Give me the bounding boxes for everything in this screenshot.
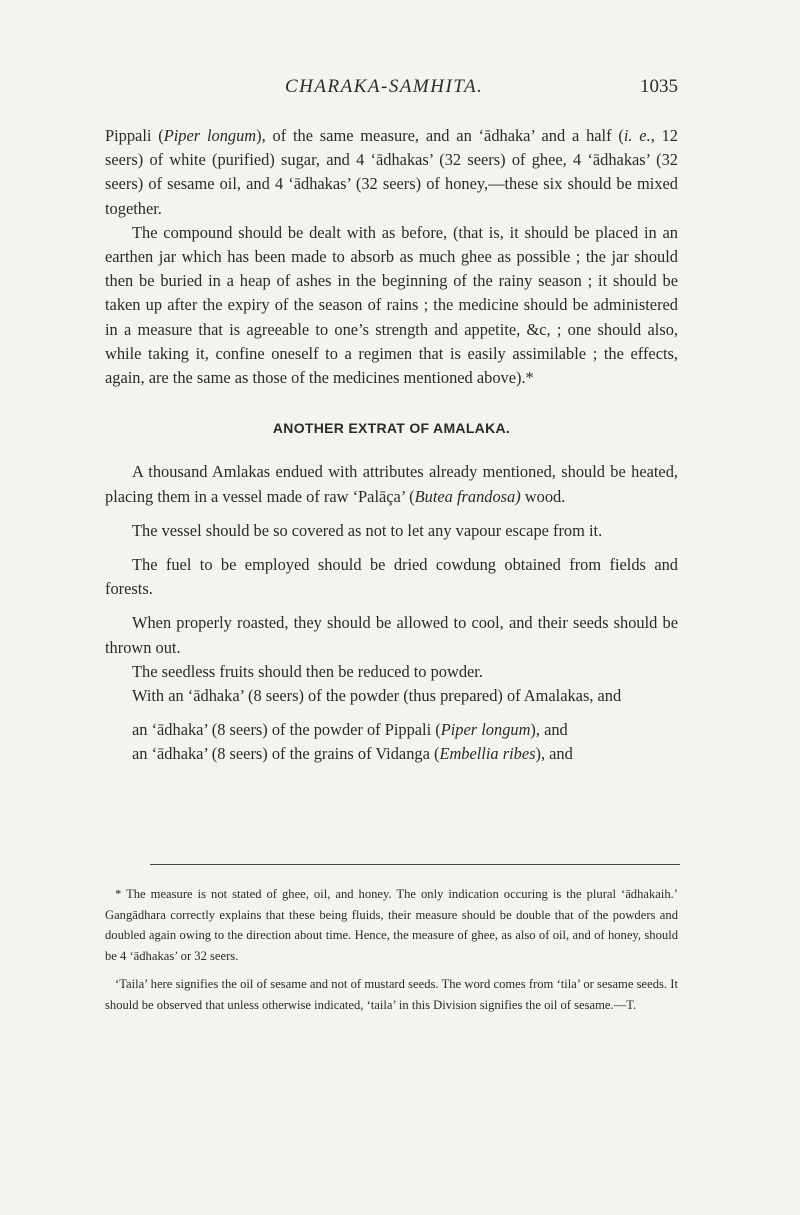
paragraph: The seedless fruits should then be reduced to powder. (132, 661, 483, 681)
paragraph: Pippali (Piper longum), of the same measure, and an ‘ādhaka’ and a half (i. e., 12 seers) of white (purified) sugar, and 4 ‘ādhakas’ (32 seers) of ghee, 4 ‘ādhakas’ (32 seers) of sesame oil, and 4 ‘ādhakas’ (32 seers) of honey,—these six should be mixed together. (105, 126, 678, 218)
paragraph: The vessel should be so covered as not to let any vapour escape from it. (132, 520, 603, 540)
running-title: CHARAKA-SAMHITA. (285, 76, 484, 97)
paragraph: an ‘ādhaka’ (8 seers) of the powder of Pippali (Piper longum), and (132, 720, 568, 740)
paragraph: A thousand Amlakas endued with attributes already mentioned, should be heated, placing them in a vessel made of raw ‘Palāça’ (Butea frandosa) wood. (105, 462, 678, 506)
paragraph: an ‘ādhaka’ (8 seers) of the grains of Vidanga (Embellia ribes), and (132, 744, 573, 764)
footnote-divider (150, 864, 680, 865)
footnotes (105, 884, 678, 1015)
page-number: 1035 (640, 76, 678, 97)
main-text (105, 124, 678, 767)
section-heading: ANOTHER EXTRAT OF AMALAKA. (272, 420, 511, 437)
paragraph: The fuel to be employed should be dried cowdung obtained from fields and forests. (105, 555, 678, 599)
paragraph: With an ‘ādhaka’ (8 seers) of the powder (thus prepared) of Amalakas, and (132, 686, 622, 706)
paragraph: The compound should be dealt with as before, (that is, it should be placed in an earthen jar which has been made to absorb as much ghee as possible ; the jar should then be buried in a heap of ashes in the beginning of the rainy season ; it should be taken up after the expiry of the season of rains ; the medicine should be administered in a measure that is agreeable to one’s strength and appetite, &c, ; one should also, while taking it, confine oneself to a regimen that is easily assimilable ; the effects, again, are the same as those of the medicines mentioned above).* (105, 222, 678, 388)
page-header (105, 76, 678, 106)
paragraph: When properly roasted, they should be allowed to cool, and their seeds should be thrown out. (105, 613, 678, 657)
footnote: * The measure is not stated of ghee, oil, and honey. The only indication occuring is the plural ‘ādhakaih.’ Gangādhara correctly explains that these being fluids, their measure should be double that of the powders and doubled again owing to the direction about time. Hence, the measure of ghee, as also of oil, and of honey, should be 4 ‘ādhakas’ or 32 seers. (105, 887, 678, 963)
footnote: ‘Taila’ here signifies the oil of sesame and not of mustard seeds. The word comes from ‘tila’ or sesame seeds. It should be observed that unless otherwise indicated, ‘taila’ in this Division signifies the oil of sesame.—T. (105, 977, 678, 1012)
